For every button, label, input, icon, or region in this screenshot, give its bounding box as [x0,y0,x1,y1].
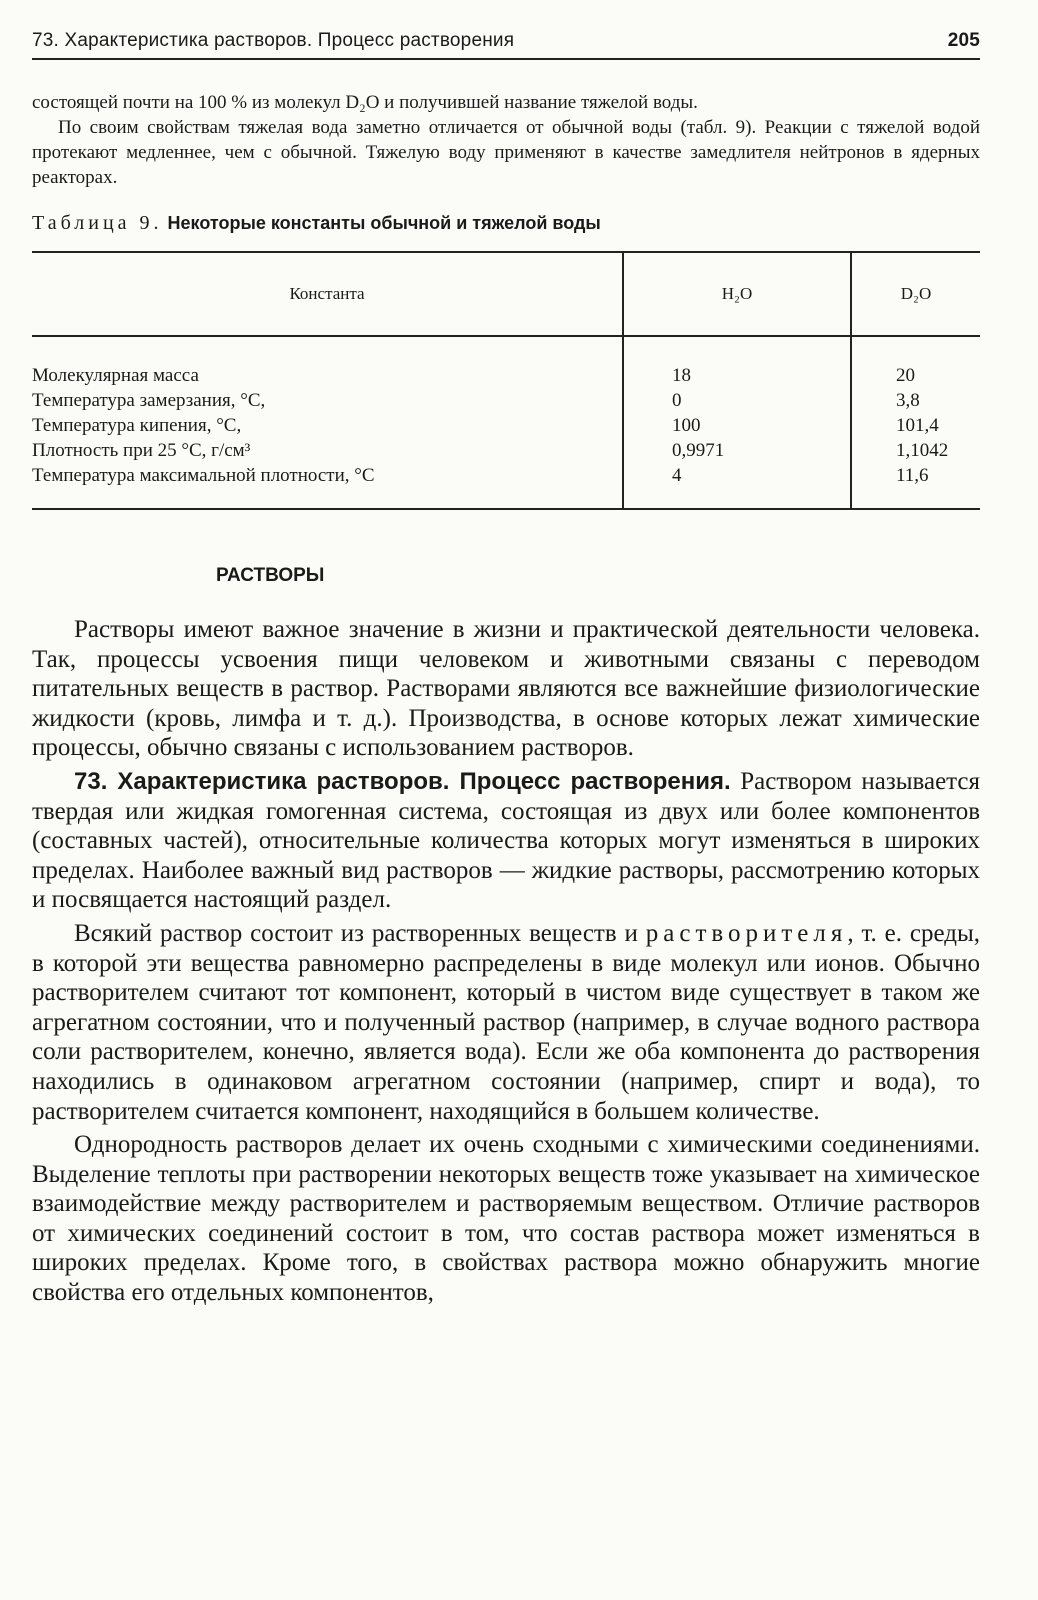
paragraph-text: , т. е. среды, в которой эти вещества равномерно распределены в виде молекул или ионов. Обычно растворителем считают тот компонент, который в чистом виде существует в таком же агрегатном состоянии, что и полученный раствор (например, в случае водного раствора соли растворителем, конечно, является вода). Если же оба компонента до растворения находились в одинаковом агрегатном состоянии (например, спирт и вода), то растворителем считается компонент, находящийся в большем количестве. [32,919,980,1125]
header-d2o: D₂O [851,252,980,336]
cell-h2o: 0,9971 [623,438,851,463]
subsection-heading: 73. Характеристика растворов. Процесс растворения. [74,767,731,795]
emphasized-term: растворителя [645,919,848,947]
section-title: РАСТВОРЫ [216,565,325,586]
running-title: 73. Характеристика растворов. Процесс растворения [32,30,515,51]
paragraph: Растворы имеют важное значение в жизни и практической деятельности человека. Так, процессы усвоения пищи человеком и животными связаны с переводом питательных веществ в раствор. Растворами являются все важнейшие физиологические жидкости (кровь, лимфа и т. д.). Производства, в основе которых лежат химические процессы, обычно связаны с использованием растворов. [32,616,980,762]
table-label: Таблица 9. [32,212,163,234]
cell-d2o: 101,4 [851,413,980,438]
page-number: 205 [947,30,980,51]
table-caption [32,212,980,235]
cell-h2o: 4 [623,463,851,509]
cell-d2o: 1,1042 [851,438,980,463]
table-row [32,413,980,438]
cell-d2o: 20 [851,336,980,388]
table-row [32,388,980,413]
paragraph-text: Раствором называется твердая или жидкая гомогенная система, состоящая из двух или более компонентов (составных частей), относительные количества которых могут изменяться в широких пределах. Наиболее важный вид растворов — жидкие растворы, рассмотрению которых и посвящается настоящий раздел. [32,767,981,914]
table-row [32,438,980,463]
header-rule [32,58,980,60]
cell-h2o: 18 [623,336,851,388]
intro-text [32,90,980,190]
header-h2o: H₂O [623,252,851,336]
table-row [32,336,980,388]
intro-line: состоящей почти на 100 % из молекул D₂O и получившей название тяжелой воды. [32,92,698,113]
constants-table [32,251,980,510]
cell-constant: Температура максимальной плотности, °С [32,463,623,509]
cell-constant: Температура кипения, °С, [32,415,242,436]
table-header-row [32,252,980,336]
table-row [32,463,980,509]
table-title: Некоторые константы обычной и тяжелой воды [167,213,601,233]
cell-d2o: 3,8 [851,388,980,413]
cell-h2o: 0 [623,388,851,413]
cell-h2o: 100 [623,413,851,438]
cell-constant: Плотность при 25 °С, г/см³ [32,440,251,461]
paragraph: Однородность растворов делает их очень сходными с химическими соединениями. Выделение теплоты при растворении некоторых веществ тоже указывает на химическое взаимодействие между растворителем и растворяемым веществом. Отличие растворов от химических соединений состоит в том, что состав раствора может изменяться в широких пределах. Кроме того, в свойствах раствора можно обнаружить многие свойства его отдельных компонентов, [32,1131,980,1307]
paragraph-text: Всякий раствор состоит из растворенных веществ и [74,919,646,947]
paragraph [32,767,980,915]
cell-constant: Молекулярная масса [32,365,199,386]
paragraph [32,919,980,1126]
header-constant: Константа [32,252,623,336]
cell-constant: Температура замерзания, °С, [32,390,266,411]
book-page [32,30,980,1312]
section-body [32,615,980,1308]
intro-paragraph: По своим свойствам тяжелая вода заметно отличается от обычной воды (табл. 9). Реакции с тяжелой водой протекают медленнее, чем с обычной. Тяжелую воду применяют в качестве замедлителя нейтронов в ядерных реакторах. [32,117,980,188]
running-header [32,30,980,52]
cell-d2o: 11,6 [851,463,980,509]
